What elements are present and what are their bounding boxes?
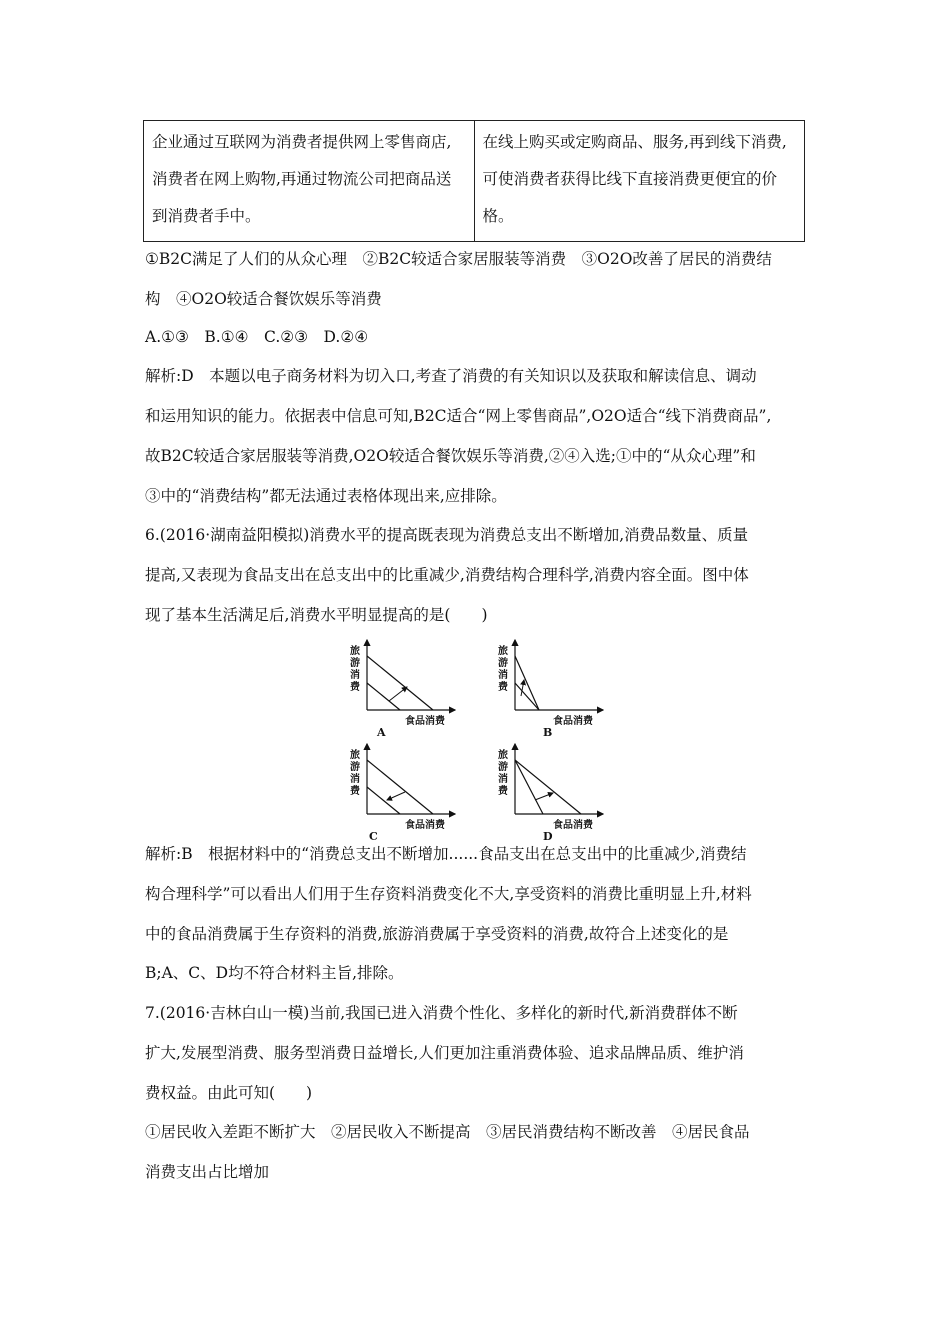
consumption-figure bbox=[345, 636, 615, 845]
panel-d-ylabel-4: 费 bbox=[498, 786, 508, 797]
analysis6-line4: B;A、C、D均不符合材料主旨,排除。 bbox=[145, 964, 404, 982]
analysis5-line3: 故B2C较适合家居服装等消费,O2O较适合餐饮娱乐等消费,②④入选;①中的“从众心理”和 bbox=[145, 447, 756, 465]
panel-b bbox=[498, 640, 603, 739]
panel-b-ylabel-4: 费 bbox=[498, 682, 508, 693]
panel-c-ylabel-1: 旅 bbox=[350, 750, 360, 761]
panel-c-xlabel: 食品消费 bbox=[405, 820, 445, 831]
panel-d-ylabel-3: 消 bbox=[498, 774, 508, 785]
question5-options-line2: 构 ④O2O较适合餐饮娱乐等消费 bbox=[145, 290, 382, 308]
panel-c-label: C bbox=[369, 830, 378, 843]
question6-line3: 现了基本生活满足后,消费水平明显提高的是( ) bbox=[145, 606, 488, 624]
panel-a-ylabel-4: 费 bbox=[350, 682, 360, 693]
panel-d-ylabel-1: 旅 bbox=[498, 750, 508, 761]
panel-a-ylabel-2: 游 bbox=[350, 658, 360, 669]
panel-c bbox=[350, 744, 455, 843]
question7-line1: 7.(2016·吉林白山一模)当前,我国已进入消费个性化、多样化的新时代,新消费群体不断 bbox=[145, 1004, 738, 1022]
analysis5-line2: 和运用知识的能力。依据表中信息可知,B2C适合“网上零售商品”,O2O适合“线下消费商品”, bbox=[145, 407, 772, 425]
analysis5-line1: 解析:D 本题以电子商务材料为切入口,考查了消费的有关知识以及获取和解读信息、调动 bbox=[145, 367, 757, 385]
question5-options-line1: ①B2C满足了人们的从众心理 ②B2C较适合家居服装等消费 ③O2O改善了居民的消费结 bbox=[145, 250, 772, 268]
panel-c-ylabel-2: 游 bbox=[350, 762, 360, 773]
question7-line3: 费权益。由此可知( ) bbox=[145, 1084, 313, 1102]
analysis6-line1: 解析:B 根据材料中的“消费总支出不断增加......食品支出在总支出中的比重减少,消费结 bbox=[145, 845, 747, 863]
table-cell-o2o: 在线上购买或定购商品、服务,再到线下消费,可使消费者获得比线下直接消费更便宜的价格。 bbox=[474, 121, 805, 241]
panel-a-xlabel: 食品消费 bbox=[405, 716, 445, 727]
panel-a-ylabel-1: 旅 bbox=[350, 646, 360, 657]
panel-a-ylabel-3: 消 bbox=[350, 670, 360, 681]
question7-options-line1: ①居民收入差距不断扩大 ②居民收入不断提高 ③居民消费结构不断改善 ④居民食品 bbox=[145, 1123, 750, 1141]
panel-b-ylabel-1: 旅 bbox=[498, 646, 508, 657]
panel-d-xlabel: 食品消费 bbox=[553, 820, 593, 831]
panel-a-label: A bbox=[377, 726, 386, 739]
panel-b-xlabel: 食品消费 bbox=[553, 716, 593, 727]
panel-b-label: B bbox=[543, 726, 553, 739]
panel-c-ylabel-3: 消 bbox=[350, 774, 360, 785]
comparison-table bbox=[143, 120, 805, 242]
panel-b-ylabel-2: 游 bbox=[498, 658, 508, 669]
question7-options-line2: 消费支出占比增加 bbox=[145, 1163, 270, 1181]
panel-c-ylabel-4: 费 bbox=[350, 786, 360, 797]
question7-line2: 扩大,发展型消费、服务型消费日益增长,人们更加注重消费体验、追求品牌品质、维护消 bbox=[145, 1044, 744, 1062]
analysis6-line2: 构合理科学”可以看出人们用于生存资料消费变化不大,享受资料的消费比重明显上升,材料 bbox=[145, 885, 752, 903]
panel-a bbox=[350, 640, 455, 739]
analysis5-line4: ③中的“消费结构”都无法通过表格体现出来,应排除。 bbox=[145, 487, 507, 505]
question6-line1: 6.(2016·湖南益阳模拟)消费水平的提高既表现为消费总支出不断增加,消费品数量、质量 bbox=[145, 526, 749, 544]
panel-d bbox=[498, 744, 603, 843]
panel-b-ylabel-3: 消 bbox=[498, 670, 508, 681]
table-cell-b2c: 企业通过互联网为消费者提供网上零售商店,消费者在网上购物,再通过物流公司把商品送到消费者手中。 bbox=[152, 133, 452, 225]
question5-choices: A.①③ B.①④ C.②③ D.②④ bbox=[145, 328, 369, 346]
question6-line2: 提高,又表现为食品支出在总支出中的比重减少,消费结构合理科学,消费内容全面。图中体 bbox=[145, 566, 749, 584]
panel-d-label: D bbox=[543, 830, 553, 843]
analysis6-line3: 中的食品消费属于生存资料的消费,旅游消费属于享受资料的消费,故符合上述变化的是 bbox=[145, 925, 729, 943]
panel-d-ylabel-2: 游 bbox=[498, 762, 508, 773]
